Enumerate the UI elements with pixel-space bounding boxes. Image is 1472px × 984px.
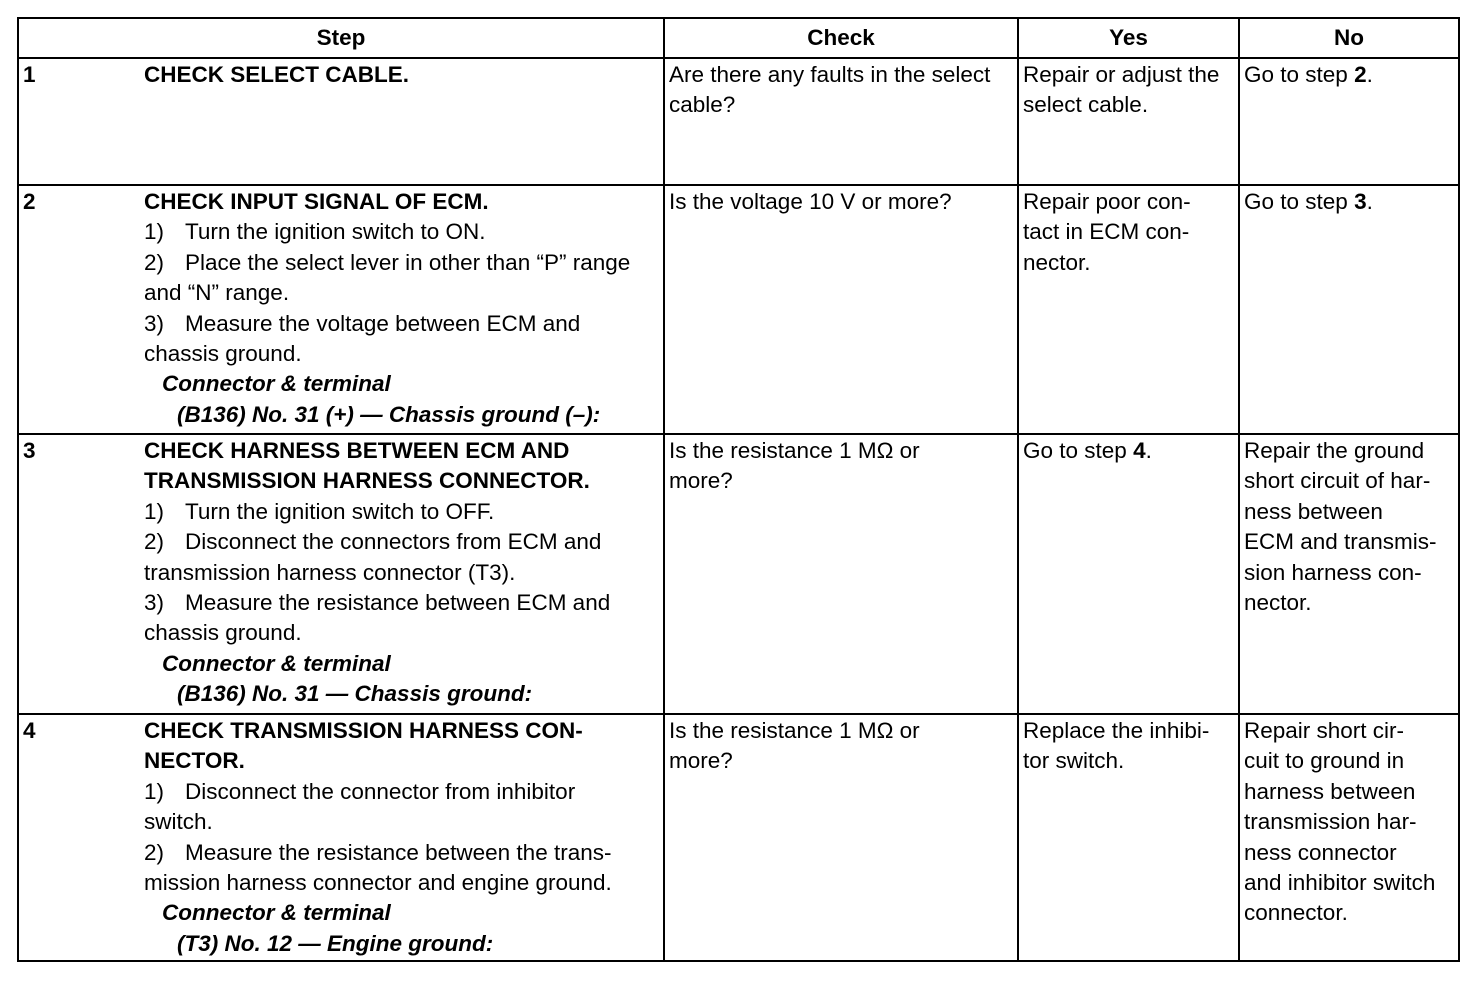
step-cell [18,185,664,434]
yes-cell: Repair or adjust the select cable. [1018,58,1239,185]
no-suffix: . [1366,189,1373,214]
substep [144,777,660,807]
substep-continued: transmission harness connector (T3). [144,559,516,585]
yes-cell [1018,714,1239,961]
step-title: CHECK HARNESS BETWEEN ECM AND [144,438,570,463]
substep [144,217,660,247]
check-cell [664,434,1018,714]
step-number: 3 [23,438,36,463]
substep [144,588,660,618]
diagnostic-table [17,17,1460,962]
substep-text: Disconnect the connectors from ECM and [185,529,602,555]
connector-label: Connector & terminal [162,900,391,926]
step-cell [18,434,664,714]
substep-continued: chassis ground. [144,341,302,367]
connector-label: Connector & terminal [162,371,391,397]
yes-cell [1018,185,1239,434]
no-cell [1239,185,1459,434]
yes-text: Replace the inhibi- tor switch. [1023,718,1210,774]
step-title: CHECK SELECT CABLE. [144,62,410,87]
no-text: Repair the ground short circuit of har- ness between ECM and transmis- sion harness con- nector. [1244,438,1437,616]
substep-continued: switch. [144,809,213,835]
no-suffix: . [1366,62,1373,87]
step-title-continued: TRANSMISSION HARNESS CONNECTOR. [144,468,590,494]
step-cell [18,714,664,961]
substep [144,248,660,278]
check-text: Is the resistance 1 MΩ or more? [669,718,920,774]
substep-text: Place the select lever in other than “P” range [185,249,631,275]
substep [144,309,660,339]
no-cell [1239,714,1459,961]
header-no: No [1239,18,1459,58]
step-ref: 3 [1354,189,1367,214]
table-row [18,434,1459,714]
substep-number: 2) [144,529,165,555]
substep [144,497,660,527]
connector-value: (B136) No. 31 — Chassis ground: [177,681,533,707]
header-yes: Yes [1018,18,1239,58]
substep-continued: mission harness connector and engine ground. [144,870,612,896]
connector-value: (T3) No. 12 — Engine ground: [177,930,494,956]
substep-number: 1) [144,498,165,524]
no-text: Repair short cir- cuit to ground in harness between transmission har- ness connector and inhibitor switch connector. [1244,718,1436,926]
substep-text: Measure the voltage between ECM and [185,310,581,336]
substep-text: Measure the resistance between ECM and [185,590,611,616]
substep-number: 2) [144,249,165,275]
substep [144,527,660,557]
no-text: Go to step [1244,62,1355,87]
step-number: 4 [23,718,36,743]
step-cell [18,58,664,185]
substep-text: Turn the ignition switch to OFF. [185,498,495,524]
header-row [18,18,1459,58]
step-number: 1 [23,62,36,87]
yes-text: Go to step [1023,438,1134,463]
connector-label: Connector & terminal [162,650,391,676]
substep-text: Measure the resistance between the trans- [185,839,612,865]
substep-text: Turn the ignition switch to ON. [185,219,486,245]
check-cell: Is the voltage 10 V or more? [664,185,1018,434]
step-title-continued: NECTOR. [144,748,245,774]
substep-number: 3) [144,310,165,336]
connector-value: (B136) No. 31 (+) — Chassis ground (–): [177,401,601,427]
step-title: CHECK TRANSMISSION HARNESS CON- [144,718,583,743]
substep-continued: chassis ground. [144,620,302,646]
table-row [18,185,1459,434]
check-cell [664,714,1018,961]
yes-cell [1018,434,1239,714]
check-cell: Are there any faults in the select cable? [664,58,1018,185]
step-title: CHECK INPUT SIGNAL OF ECM. [144,189,489,214]
no-cell [1239,434,1459,714]
no-cell [1239,58,1459,185]
table-row [18,714,1459,961]
no-text: Go to step [1244,189,1355,214]
step-number: 2 [23,189,36,214]
substep-number: 1) [144,778,165,804]
substep-continued: and “N” range. [144,280,290,306]
yes-suffix: . [1145,438,1152,463]
substep [144,838,660,868]
header-check: Check [664,18,1018,58]
step-ref: 4 [1133,438,1146,463]
check-text: Is the resistance 1 MΩ or more? [669,438,920,494]
substep-number: 3) [144,590,165,616]
yes-text: Repair poor con- tact in ECM con- nector. [1023,189,1191,275]
header-step: Step [18,18,664,58]
substep-number: 1) [144,219,165,245]
step-ref: 2 [1354,62,1367,87]
substep-number: 2) [144,839,165,865]
table-row [18,58,1459,185]
substep-text: Disconnect the connector from inhibitor [185,778,576,804]
